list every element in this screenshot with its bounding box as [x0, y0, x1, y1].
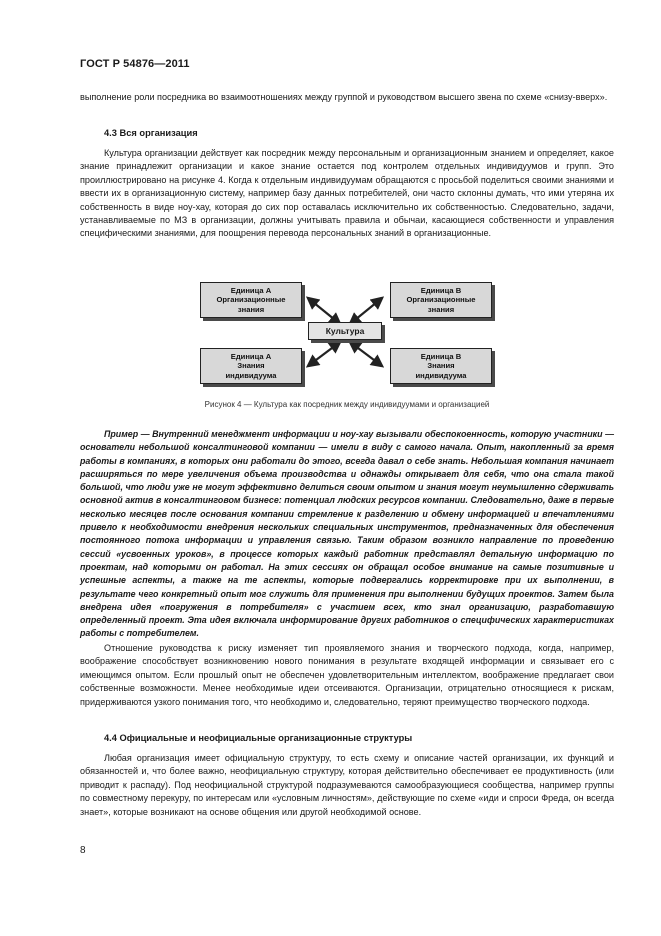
- section-4-3-paragraph: Культура организации действует как посредник между персональным и организационным знанием и определяет, какое знание принадлежит организации и какое знание остается под контролем отдельных индивидуумов и групп. Это проиллюстрировано на рисунке 4. Когда к отдельным индивидуумам обращаются с просьбой поделиться своими знаниями и ввести их в организационную систему, например базу данных потребителей, они часто склонны думать, что ими утеряна их собственность в виде ноу-хау, которая до сих пор оставалась исключительно их собственностью. Следовательно, задачи, устанавливаемые по МЗ в организации, должны учитывать правила и обычаи, касающиеся собственности и управления специфическими знаниями, для поощрения перевода персональных знаний в организационные.: [80, 148, 614, 239]
- box-line: Единица В: [420, 285, 462, 295]
- box-line: знания: [427, 304, 455, 314]
- risk-paragraph: Отношение руководства к риску изменяет тип проявляемого знания и творческого подхода, когда, например, воображение способствует возникновению нового понимания в результате входящей информации и связывает его с имеющимся опытом. Если прошлый опыт не обеспечен удовлетворительным интеллектом, воображение предлагает свои собственные возможности. Менее необходимые идеи отсеиваются. Организации, отрицательно относящиеся к рискам, придерживаются узкого понимания того, что необходимо и, следовательно, теряют преимущество творческого подхода.: [80, 643, 614, 707]
- section-heading-4-3: 4.3 Вся организация: [104, 128, 198, 138]
- box-line: Знания: [427, 361, 455, 371]
- arrow-top-left: [308, 298, 340, 324]
- box-line: Организационные: [406, 295, 476, 305]
- arrow-bottom-left: [308, 342, 340, 366]
- box-line: Организационные: [216, 295, 286, 305]
- box-line: Единица А: [230, 351, 272, 361]
- section-4-4-paragraph: Любая организация имеет официальную структуру, то есть схему и описание частей организации, их функций и обязанностей и, что более важно, неофициальную структуру, которая действительно обеспечивает ее продуктивность (или приводит к распаду). Под неофициальной структурой подразумеваются самообразующиеся сообщества, например группы по совместному перекуру, по интересам или «условным личностям», действующие по схеме «иди и спроси Фреда, он всегда знает», которые возникают на основе общения или другой необходимой основе.: [80, 753, 614, 817]
- box-line: Знания: [237, 361, 265, 371]
- box-culture: Культура: [308, 322, 382, 340]
- box-unit-a-individual: [200, 348, 302, 384]
- box-line: Единица А: [230, 285, 272, 295]
- example-paragraph: Пример — Внутренний менеджмент информации и ноу-хау вызывали обеспокоенность, которую участники — основатели небольшой консалтинговой компании — имели в виду с самого начала. Опыт, накопленный за время работы в компаниях, в которых они работали до этого, всегда давал о себе знать. Небольшая компания начинает расширяться по мере увеличения объема производства и однажды открывает для себя, что она стала такой большой, что люди уже не могут эффективно делиться своим опытом и знания могут неумышленно сдерживать основной актив в консалтинговом бизнесе: потенциал людских ресурсов компании. Следовательно, даже в первые несколько месяцев после основания компании стремление к разделению и обмену информацией и впечатлениями привело к необходимости внедрения нескольких специальных инструментов, предназначенных для обеспечения постоянного потока информации и управления связью. Таким образом возникло направление по проведению сессий «усвоенных уроков», в процессе которых каждый работник представлял детальную информацию по проектам, над которыми он работал. На этих сессиях он обращал особое внимание на самые позитивные и успешные аспекты, а также на те аспекты, которые подвергались корректировке при их выполнении, в результате чего конкретный опыт мог служить для применения при выполнении будущих проектов. Затем была внедрена идея «погружения в потребителя» с участием всех, кто знал организацию, разработавшую определенный проект. Эта идея включала информирование других работников о специфических характеристиках работы с потребителем.: [80, 429, 614, 639]
- intro-paragraph: выполнение роли посредника во взаимоотношениях между группой и руководством высшего звена по схеме «снизу-вверх».: [80, 92, 608, 102]
- box-unit-b-organizational: [390, 282, 492, 318]
- box-unit-a-organizational: [200, 282, 302, 318]
- box-line: индивидуума: [415, 370, 467, 380]
- box-line: индивидуума: [225, 370, 277, 380]
- box-unit-b-individual: [390, 348, 492, 384]
- figure-caption: Рисунок 4 — Культура как посредник между индивидуумами и организацией: [204, 400, 490, 409]
- box-line: знания: [237, 304, 265, 314]
- figure-culture-diagram: [190, 276, 500, 386]
- page-number: 8: [80, 845, 86, 856]
- arrow-top-right: [350, 298, 382, 324]
- box-line: Единица В: [420, 351, 462, 361]
- section-heading-4-4: 4.4 Официальные и неофициальные организационные структуры: [104, 733, 413, 743]
- document-header: ГОСТ Р 54876—2011: [80, 58, 190, 70]
- arrow-bottom-right: [350, 342, 382, 366]
